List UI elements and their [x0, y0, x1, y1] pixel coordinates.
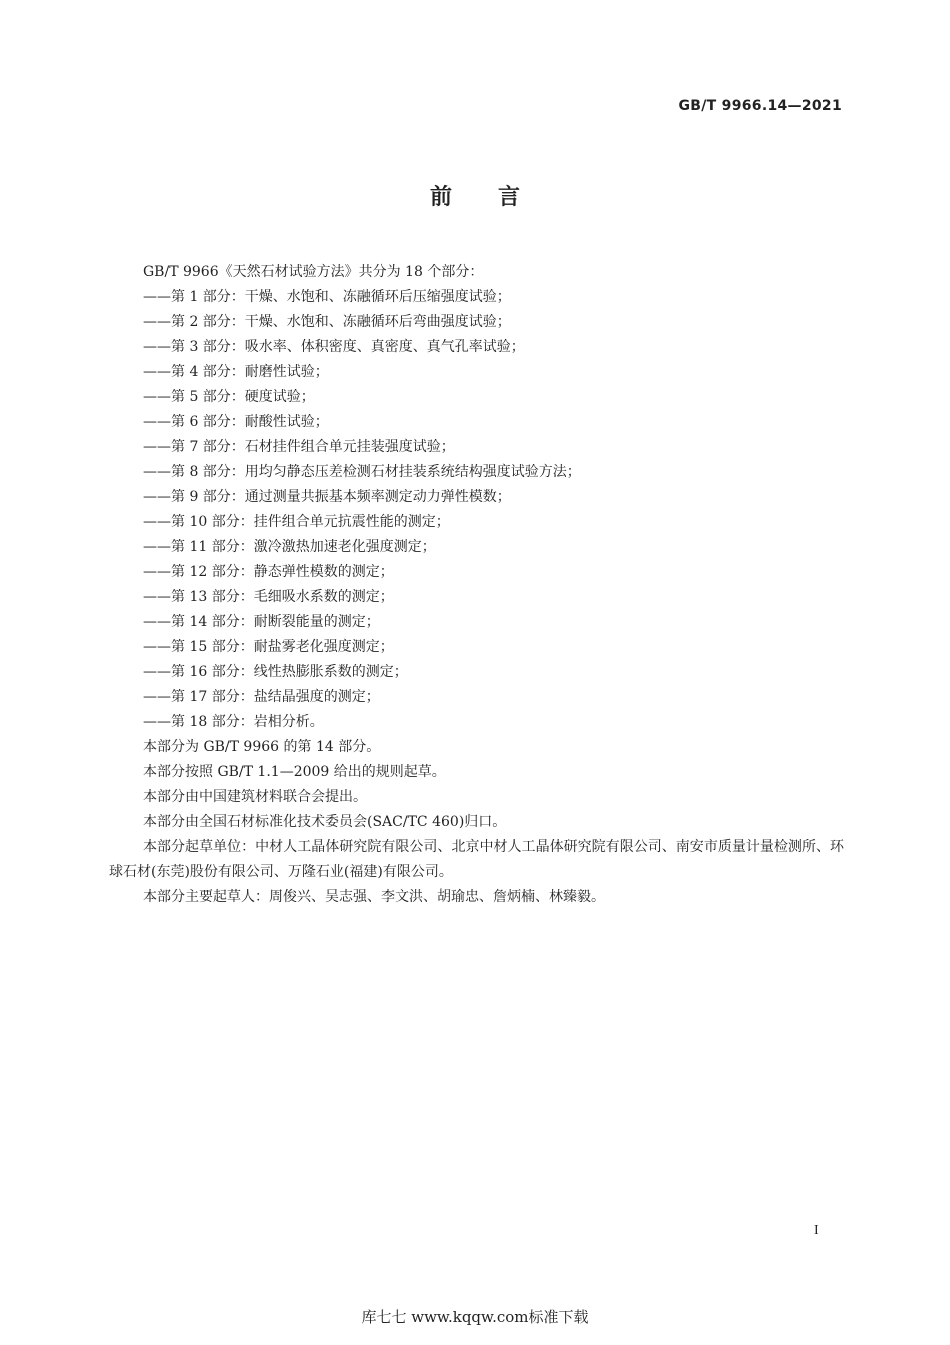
list-item: ——第 1 部分：干燥、水饱和、冻融循环后压缩强度试验； — [143, 289, 511, 305]
list-item: ——第 8 部分：用均匀静态压差检测石材挂装系统结构强度试验方法； — [143, 464, 581, 480]
document-body — [109, 260, 844, 910]
list-item: ——第 7 部分：石材挂件组合单元挂装强度试验； — [143, 439, 455, 455]
page-number: I — [814, 1223, 819, 1238]
drafters-statement: 本部分主要起草人：周俊兴、吴志强、李文洪、胡瑜忠、詹炳楠、林臻毅。 — [143, 889, 605, 905]
parts-list — [109, 285, 844, 735]
administered-by-statement: 本部分由全国石材标准化技术委员会(SAC/TC 460)归口。 — [143, 814, 507, 830]
standard-code: GB/T 9966.14—2021 — [678, 98, 842, 114]
list-item: ——第 5 部分：硬度试验； — [143, 389, 315, 405]
list-item: ——第 16 部分：线性热膨胀系数的测定； — [143, 664, 408, 680]
list-item: ——第 6 部分：耐酸性试验； — [143, 414, 329, 430]
drafting-rules-statement: 本部分按照 GB/T 1.1—2009 给出的规则起草。 — [143, 764, 446, 780]
list-item: ——第 11 部分：激冷激热加速老化强度测定； — [143, 539, 436, 555]
proposed-by-statement: 本部分由中国建筑材料联合会提出。 — [143, 789, 367, 805]
intro-paragraph: GB/T 9966《天然石材试验方法》共分为 18 个部分： — [143, 264, 484, 280]
part-of-statement: 本部分为 GB/T 9966 的第 14 部分。 — [143, 739, 381, 755]
list-item: ——第 13 部分：毛细吸水系数的测定； — [143, 589, 394, 605]
list-item: ——第 4 部分：耐磨性试验； — [143, 364, 329, 380]
list-item: ——第 9 部分：通过测量共振基本频率测定动力弹性模数； — [143, 489, 511, 505]
drafting-units-paragraph: 本部分起草单位：中材人工晶体研究院有限公司、北京中材人工晶体研究院有限公司、南安市质量计量检测所、环球石材(东莞)股份有限公司、万隆石业(福建)有限公司。 — [109, 839, 844, 880]
list-item: ——第 3 部分：吸水率、体积密度、真密度、真气孔率试验； — [143, 339, 525, 355]
list-item: ——第 18 部分：岩相分析。 — [143, 714, 324, 730]
list-item: ——第 15 部分：耐盐雾老化强度测定； — [143, 639, 394, 655]
list-item: ——第 2 部分：干燥、水饱和、冻融循环后弯曲强度试验； — [143, 314, 511, 330]
page-title: 前言 — [429, 185, 566, 210]
list-item: ——第 10 部分：挂件组合单元抗震性能的测定； — [143, 514, 450, 530]
list-item: ——第 12 部分：静态弹性模数的测定； — [143, 564, 394, 580]
list-item: ——第 14 部分：耐断裂能量的测定； — [143, 614, 380, 630]
footer-watermark: 库七七 www.kqqw.com标准下载 — [361, 1308, 589, 1326]
list-item: ——第 17 部分：盐结晶强度的测定； — [143, 689, 380, 705]
